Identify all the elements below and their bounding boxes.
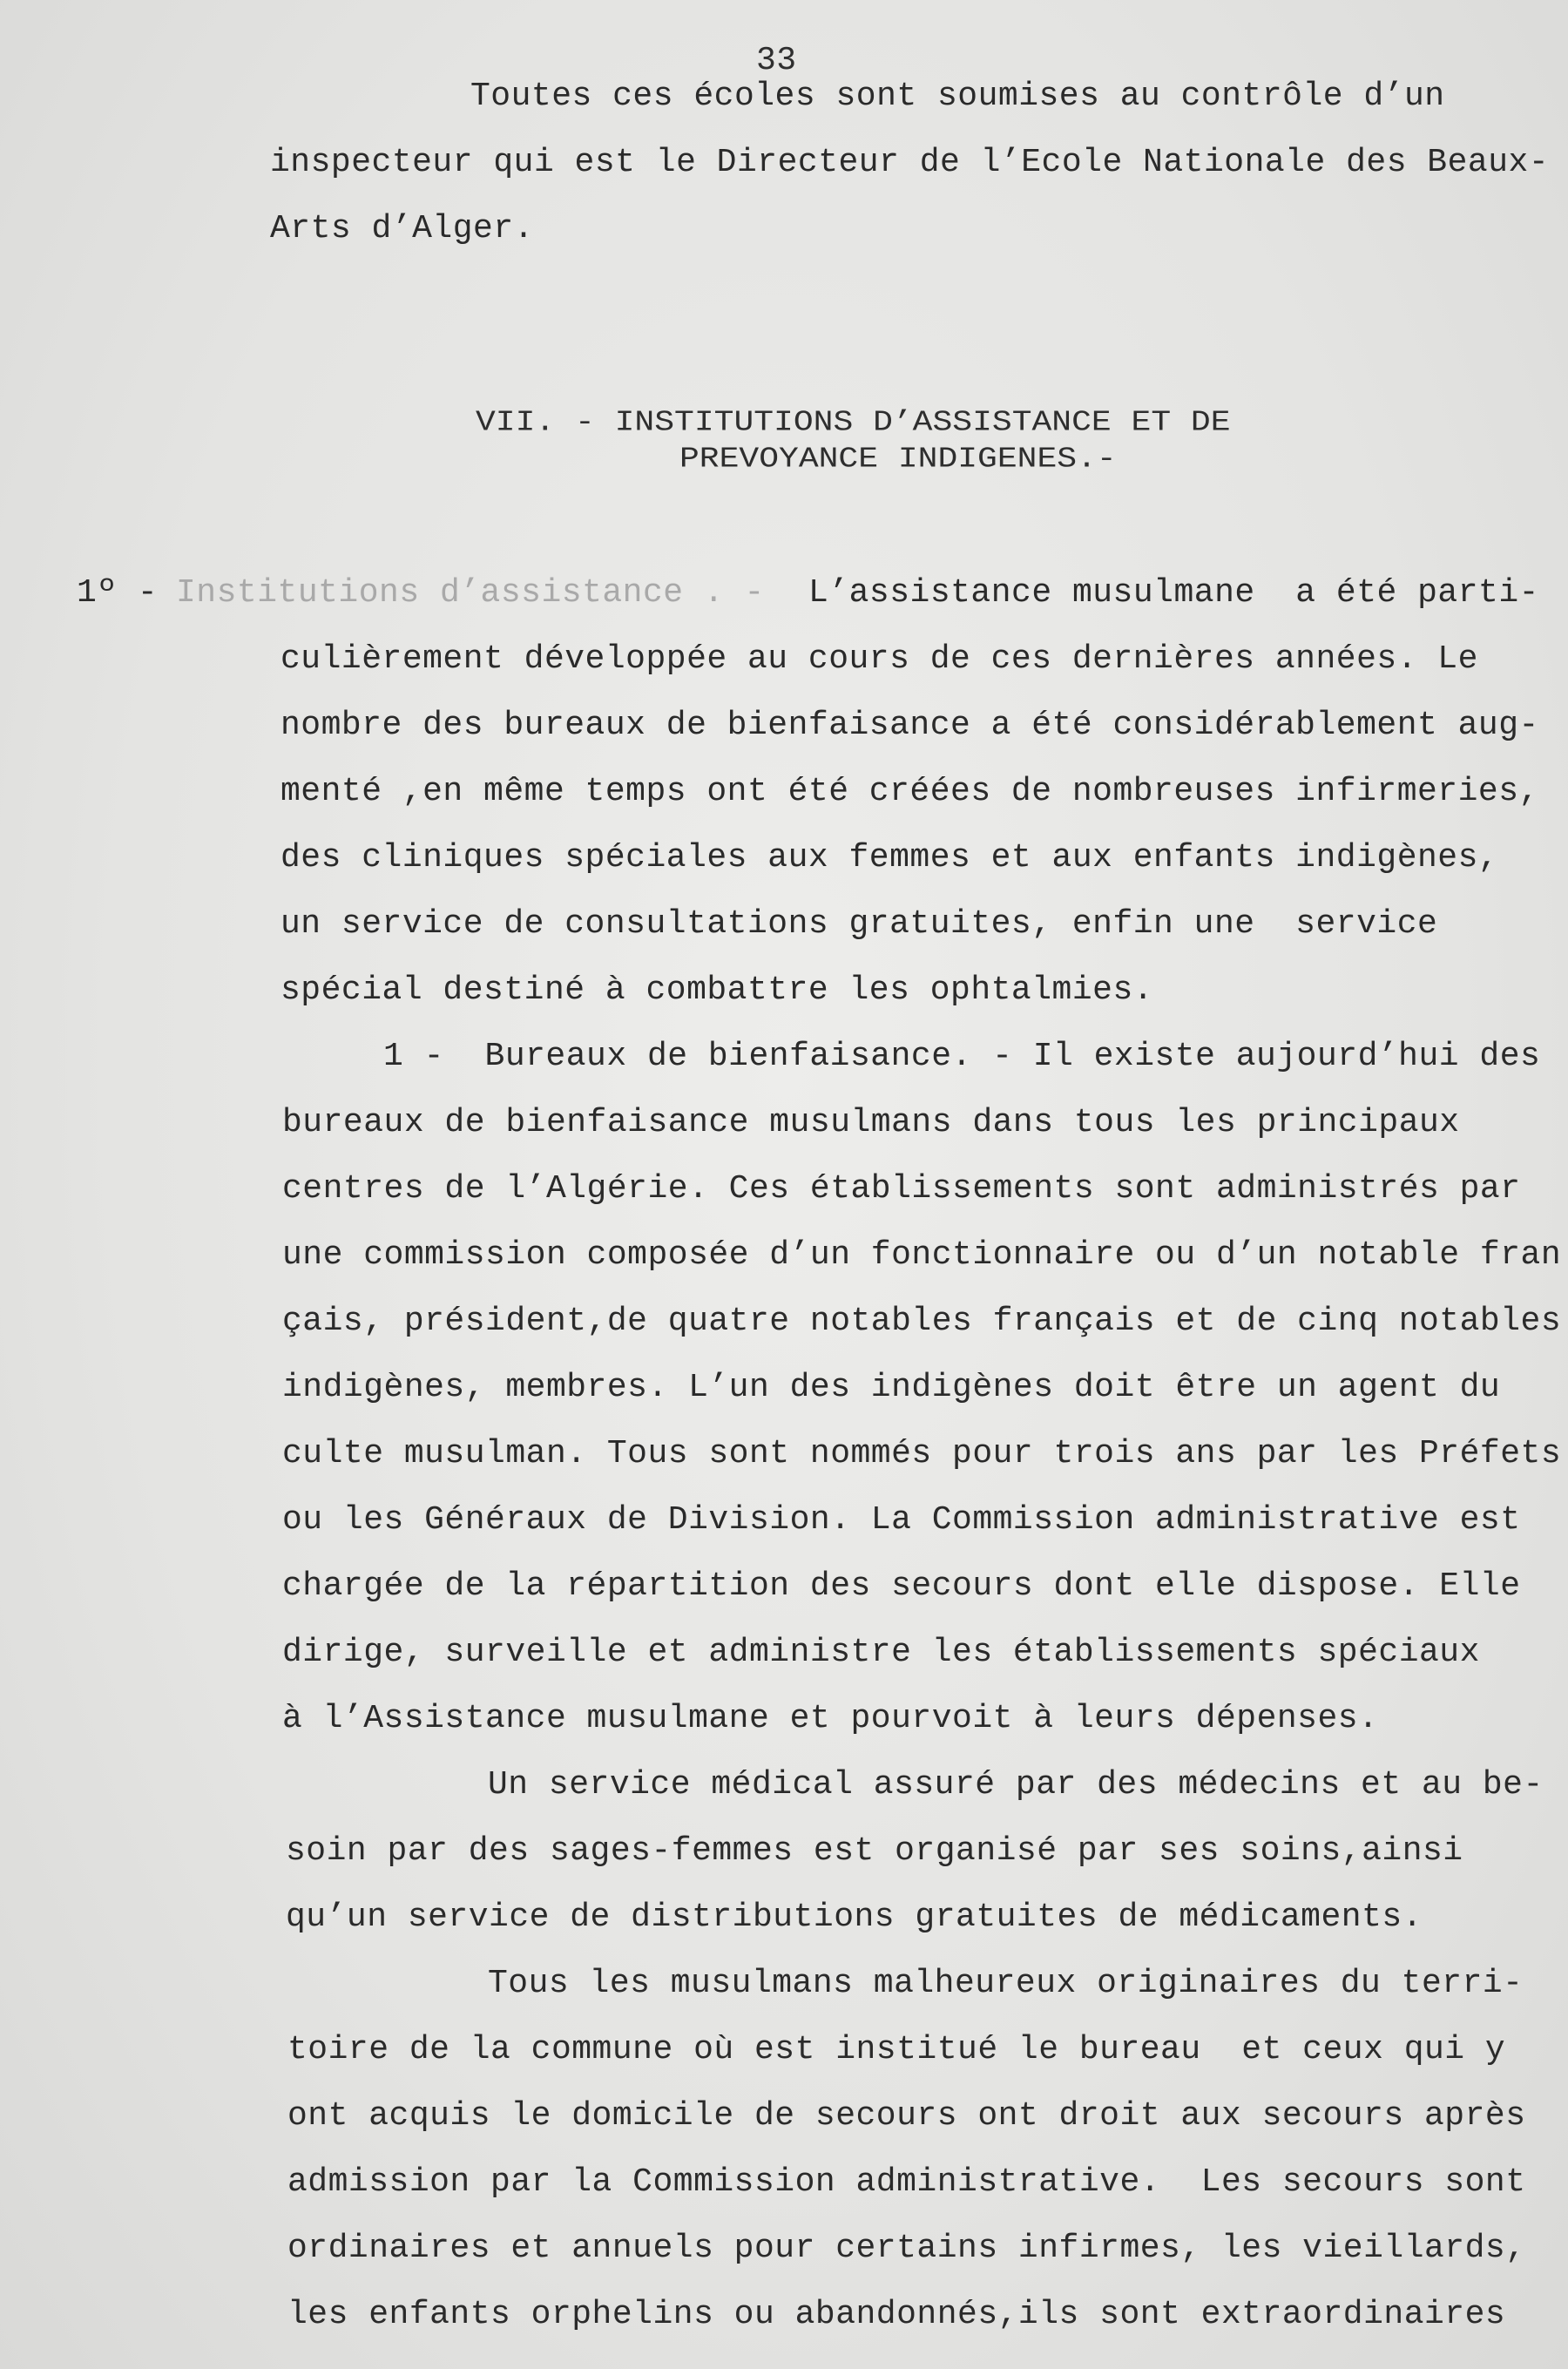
intro-line-1: Toutes ces écoles sont soumises au contrôle d’un	[470, 78, 1445, 115]
paragraph2-line-8: chargée de la répartition des secours dont elle dispose. Elle	[282, 1567, 1521, 1605]
subsection-title: Institutions d’assistance . -	[176, 574, 765, 612]
paragraph1-line-1: culièrement développée au cours de ces dernières années. Le	[280, 640, 1478, 678]
section-heading-line-2: PREVOYANCE INDIGENES.-	[679, 443, 1117, 476]
paragraph2-first-line: 1 - Bureaux de bienfaisance. - Il existe aujourd’hui des	[383, 1038, 1541, 1075]
subsection-number: 1º -	[77, 574, 159, 612]
intro-line-2: inspecteur qui est le Directeur de l’Ecole Nationale des Beaux-	[270, 144, 1550, 181]
paragraph1-line-4: des cliniques spéciales aux femmes et aux enfants indigènes,	[280, 839, 1499, 877]
paragraph1-line-3: menté ,en même temps ont été créées de nombreuses infirmeries,	[280, 773, 1539, 810]
paragraph2-line-5: indigènes, membres. L’un des indigènes doit être un agent du	[282, 1369, 1501, 1406]
paragraph2-line-6: culte musulman. Tous sont nommés pour trois ans par les Préfets	[282, 1435, 1562, 1472]
paragraph2-line-9: dirige, surveille et administre les établissements spéciaux	[282, 1634, 1480, 1671]
intro-line-3: Arts d’Alger.	[270, 210, 534, 247]
paragraph1-line-2: nombre des bureaux de bienfaisance a été considérablement aug-	[280, 707, 1539, 744]
page-number: 33	[756, 42, 797, 79]
paragraph4-line-1: toire de la commune où est institué le bureau et ceux qui y	[287, 2031, 1506, 2068]
paragraph3-line-2: qu’un service de distributions gratuites de médicaments.	[286, 1899, 1423, 1936]
paragraph4-first-line: Tous les musulmans malheureux originaires du terri-	[488, 1965, 1524, 2002]
paragraph2-line-4: çais, président,de quatre notables français et de cinq notables	[282, 1303, 1562, 1340]
paragraph3-first-line: Un service médical assuré par des médecins et au be-	[488, 1766, 1544, 1804]
paragraph2-line-1: bureaux de bienfaisance musulmans dans tous les principaux	[282, 1104, 1460, 1141]
paragraph2-line-2: centres de l’Algérie. Ces établissements sont administrés par	[282, 1170, 1521, 1208]
paragraph4-line-2: ont acquis le domicile de secours ont droit aux secours après	[287, 2097, 1526, 2135]
paragraph1-line-5: un service de consultations gratuites, enfin une service	[280, 905, 1438, 943]
paragraph1-line-6: spécial destiné à combattre les ophtalmies.	[280, 971, 1154, 1009]
paragraph4-line-3: admission par la Commission administrative. Les secours sont	[287, 2163, 1526, 2201]
paragraph3-line-1: soin par des sages-femmes est organisé par ses soins,ainsi	[286, 1832, 1463, 1870]
paragraph2-line-7: ou les Généraux de Division. La Commission administrative est	[282, 1501, 1521, 1539]
section-heading-line-1: VII. - INSTITUTIONS D’ASSISTANCE ET DE	[476, 406, 1231, 439]
paragraph4-line-5: les enfants orphelins ou abandonnés,ils sont extraordinaires	[287, 2296, 1506, 2333]
paragraph4-line-4: ordinaires et annuels pour certains infirmes, les vieillards,	[287, 2230, 1526, 2267]
paragraph2-line-3: une commission composée d’un fonctionnaire ou d’un notable fran	[282, 1236, 1562, 1274]
paragraph2-line-10: à l’Assistance musulmane et pourvoit à leurs dépenses.	[282, 1700, 1379, 1737]
subsection-text-start: L’assistance musulmane a été parti-	[808, 574, 1539, 612]
